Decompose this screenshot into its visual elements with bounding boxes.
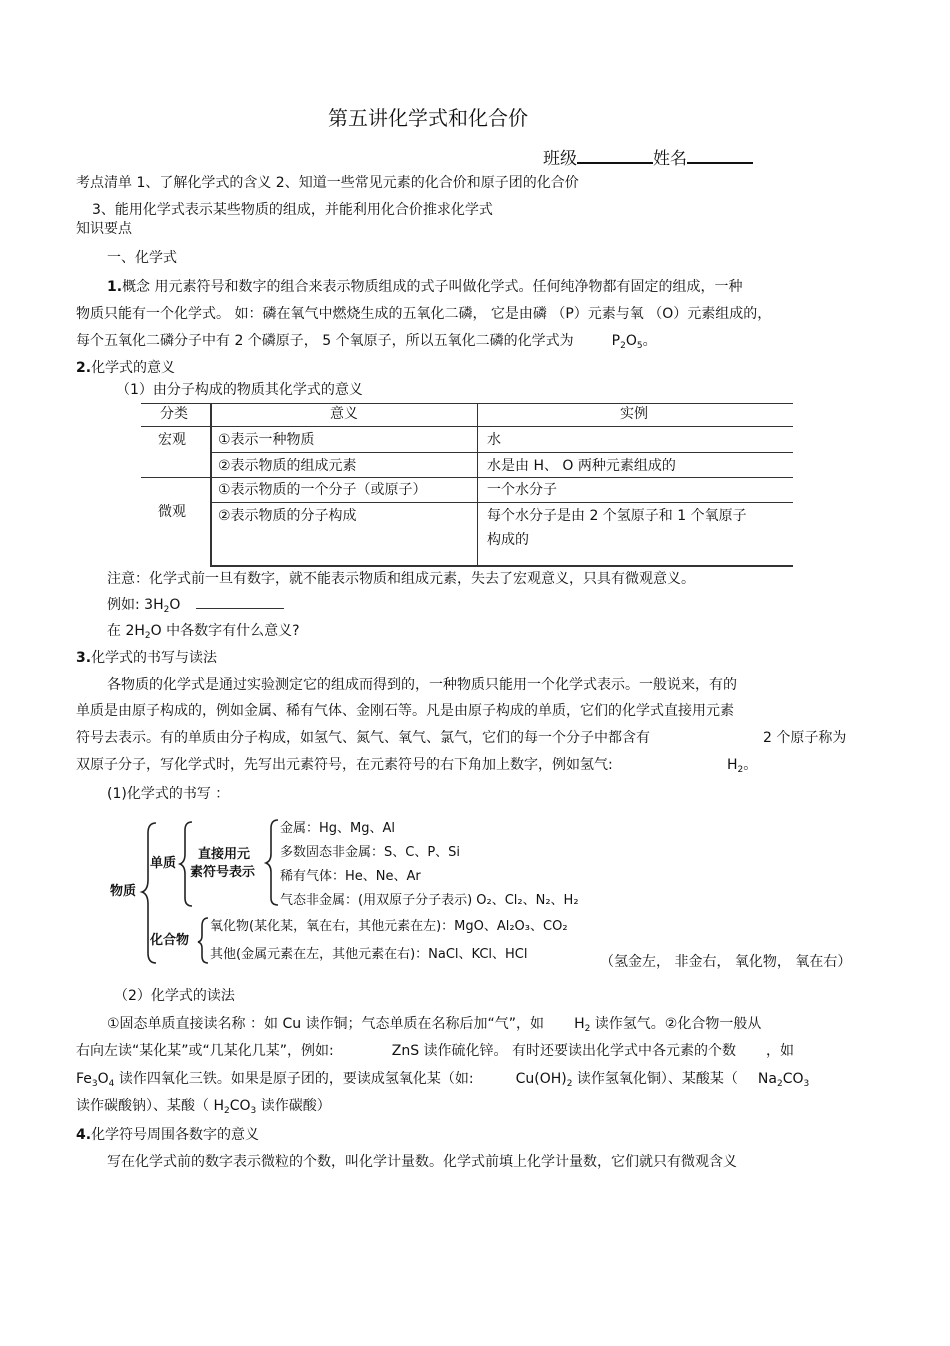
table-cell: ①表示物质的一个分子（或原子） <box>218 482 427 498</box>
micro-label: 微观 <box>158 504 186 520</box>
reading-line-4 <box>76 1096 331 1116</box>
diagram-other: 其他(金属元素在左，其他元素在右)：NaCl、KCl、HCl <box>210 947 528 962</box>
formula: CO <box>782 1071 804 1087</box>
formula: O <box>97 1071 109 1087</box>
section-1-heading: 一、化学式 <box>107 250 177 266</box>
formula-sub: 2 <box>584 1024 591 1034</box>
table-header: 分类 <box>160 406 188 422</box>
diagram-nonmetal: 多数固态非金属：S、C、P、Si <box>280 845 461 860</box>
formula-sub: 3 <box>91 1079 98 1089</box>
example-text: O <box>169 597 181 613</box>
formula-sub: 2 <box>144 631 151 641</box>
paragraph-line: 双原子分子，写化学式时，先写出元素符号，在元素符号的右下角加上数字，例如氢气: <box>76 757 613 773</box>
table-cell: 水 <box>487 432 501 448</box>
formula-sub: 2 <box>566 1079 573 1089</box>
diagram-simple: 单质 <box>150 856 177 871</box>
item-number: 3. <box>76 650 92 666</box>
table-header: 实例 <box>620 406 648 422</box>
macro-label: 宏观 <box>158 432 186 448</box>
class-name-row <box>543 146 753 169</box>
formula-sub: 2 <box>163 605 170 615</box>
heading-text: 化学式的意义 <box>91 360 176 376</box>
note-line: 注意：化学式前一旦有数字，就不能表示物质和组成元素，失去了宏观意义，只具有微观意义。 <box>107 571 695 587</box>
table-cell: 每个水分子是由 2 个氢原子和 1 个氧原子 <box>487 508 747 524</box>
reading-line-3 <box>76 1069 809 1089</box>
paragraph-line: 2 个原子称为 <box>763 730 847 746</box>
formula-h2 <box>727 755 757 775</box>
mnemonic-note: （氢金左， 非金右， 氧化物， 氧在右） <box>600 954 852 970</box>
exam-points-line: 考点清单 1、了解化学式的含义 2、知道一些常见元素的化合价和原子团的化合价 <box>76 175 579 191</box>
table-cell: 构成的 <box>487 532 529 548</box>
classification-diagram <box>110 818 610 968</box>
reading-text: 右向左读“某化某”或“几某化几某”，例如: <box>76 1043 334 1059</box>
question-line <box>107 621 300 641</box>
reading-line-1 <box>107 1014 761 1034</box>
reading-line-2 <box>76 1041 794 1061</box>
example-line <box>107 594 284 615</box>
formula-sub: 2 <box>223 1106 230 1116</box>
concept-text: 概念 用元素符号和数字的组合来表示物质组成的式子叫做化学式。任何纯净物都有固定的组成，一种 <box>122 279 743 295</box>
section-3-heading <box>76 648 217 668</box>
reading-text: 读作碳酸） <box>256 1098 331 1114</box>
formula: CO <box>229 1098 251 1114</box>
formula-p: P <box>611 333 621 349</box>
table-header: 意义 <box>330 406 358 422</box>
diagram-compound: 化合物 <box>150 933 190 948</box>
table-cell: 水是由 H、 O 两种元素组成的 <box>487 458 676 474</box>
item-number: 4. <box>76 1127 92 1143</box>
formula-sub: 2 <box>776 1079 783 1089</box>
page-title: 第五讲化学式和化合价 <box>328 106 528 130</box>
item-number: 2. <box>76 360 92 376</box>
class-label: 班级 <box>543 149 577 169</box>
formula-sub: 4 <box>108 1079 115 1089</box>
reading-text: 读作氢气。②化合物一般从 <box>590 1016 762 1032</box>
reading-text: ZnS 读作硫化锌。 有时还要读出化学式中各元素的个数 <box>391 1043 736 1059</box>
question-text: O 中各数字有什么意义? <box>150 623 300 639</box>
formula-sub: 3 <box>803 1079 810 1089</box>
formula-h: H <box>727 757 738 773</box>
reading-heading: （2）化学式的读法 <box>114 988 235 1004</box>
concept-line-3 <box>76 331 657 351</box>
subsection-heading: （1）由分子构成的物质其化学式的意义 <box>116 382 363 398</box>
reading-text: ①固态单质直接读名称 ：如 Cu 读作铜；气态单质在名称后加“气”，如 <box>107 1016 545 1032</box>
formula-sub: 5 <box>636 341 643 351</box>
diagram-root: 物质 <box>110 884 137 899</box>
diagram-gas: 气态非金属：(用双原子分子表示) O₂、Cl₂、N₂、H₂ <box>280 893 579 908</box>
formula: Fe <box>76 1071 92 1087</box>
answer-blank[interactable] <box>196 594 284 609</box>
diagram-direct-2: 素符号表示 <box>190 865 256 880</box>
paragraph-line: 写在化学式前的数字表示微粒的个数，叫化学计量数。化学式前填上化学计量数，它们就只有微观含义 <box>107 1154 737 1170</box>
reading-text: 读作氢氧化铜）、某酸某（ <box>572 1071 738 1087</box>
paragraph-line: 符号去表示。有的单质由分子构成，如氢气、氮气、氧气、氯气，它们的每一个分子中都含有 <box>76 730 650 746</box>
period: 。 <box>642 333 657 349</box>
exam-points-line-3: 3、能用化学式表示某些物质的组成，并能利用化合价推求化学式 <box>92 202 493 218</box>
diagram-oxide: 氧化物(某化某，氧在右，其他元素在左)：MgO、Al₂O₃、CO₂ <box>210 919 568 934</box>
name-label: 姓名 <box>653 149 687 169</box>
period: 。 <box>743 757 758 773</box>
reading-text: 读作四氧化三铁。如果是原子团的，要读成氢氧化某（如: <box>114 1071 474 1087</box>
paragraph-line: 单质是由原子构成的，例如金属、稀有气体、金刚石等。凡是由原子构成的单质，它们的化学式直接用元素 <box>76 703 734 719</box>
class-blank[interactable] <box>577 146 653 164</box>
table-cell: 一个水分子 <box>487 482 557 498</box>
diagram-direct: 直接用元 <box>198 847 251 862</box>
formula-o: O <box>625 333 637 349</box>
formula: Cu(OH) <box>515 1071 567 1087</box>
formula-sub: 2 <box>620 341 626 351</box>
table-cell: ②表示物质的分子构成 <box>218 508 357 524</box>
concept-line-1 <box>107 277 743 297</box>
question-text: 在 2H <box>107 623 145 639</box>
formula-h: H <box>574 1016 585 1032</box>
formula-sub: 2 <box>737 765 744 775</box>
diagram-noble: 稀有气体：He、Ne、Ar <box>280 869 421 884</box>
reading-text: ，如 <box>765 1043 794 1059</box>
formula-sub: 3 <box>250 1106 257 1116</box>
table-cell: ②表示物质的组成元素 <box>218 458 357 474</box>
section-2-heading <box>76 358 175 378</box>
subsection-heading: (1)化学式的书写 ： <box>107 786 230 802</box>
paragraph-line: 各物质的化学式是通过实验测定它的组成而得到的，一种物质只能用一个化学式表示。一般说来，有的 <box>107 677 737 693</box>
diagram-metal: 金属：Hg、Mg、Al <box>280 821 396 836</box>
reading-text: 读作碳酸钠）、某酸（ H <box>76 1098 224 1114</box>
table-cell: ①表示一种物质 <box>218 432 315 448</box>
heading-text: 化学符号周围各数字的意义 <box>91 1127 260 1143</box>
item-number: 1. <box>107 279 123 295</box>
section-4-heading <box>76 1125 259 1145</box>
knowledge-heading: 知识要点 <box>76 221 132 237</box>
heading-text: 化学式的书写与读法 <box>91 650 218 666</box>
example-text: 例如: 3H <box>107 597 164 613</box>
concept-text-3: 每个五氧化二磷分子中有 2 个磷原子， 5 个氧原子，所以五氧化二磷的化学式为 <box>76 333 574 349</box>
name-blank[interactable] <box>687 146 753 164</box>
formula: Na <box>757 1071 777 1087</box>
concept-line-2: 物质只能有一个化学式。 如：磷在氧气中燃烧生成的五氧化二磷， 它是由磷 （P）元素与氧 （O）元素组成的， <box>76 306 772 322</box>
